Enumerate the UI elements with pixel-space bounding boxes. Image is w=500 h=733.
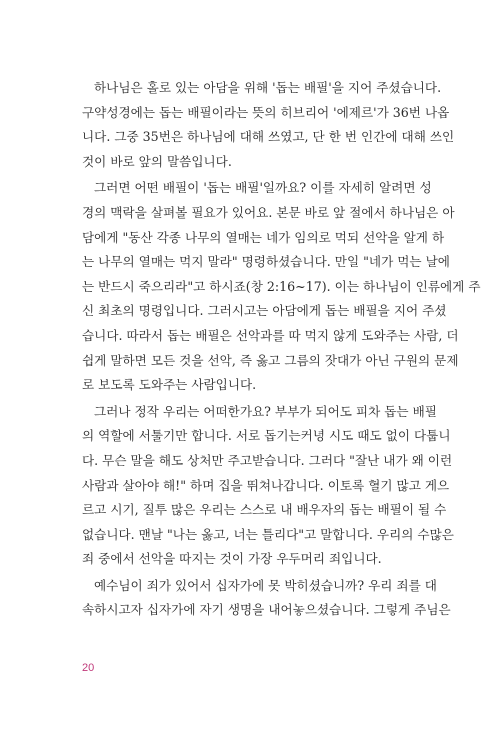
text-line: 없습니다. 맨날 "나는 옳고, 너는 틀리다"고 말합니다. 우리의 수많은 [82,526,454,542]
text-line: 죄 중에서 선악을 따지는 것이 가장 우두머리 죄입니다. [82,551,382,567]
paragraph-2 [82,176,481,397]
text-line: 쉽게 말하면 모든 것을 선악, 즉 옳고 그름의 잣대가 아닌 구원의 문제 [82,352,459,368]
text-line: 의 역할에 서툴기만 합니다. 서로 돕기는커녕 시도 때도 없이 다툽니 [82,428,451,444]
text-line: 다. 무슨 말을 해도 상처만 주고받습니다. 그러다 "잘난 내가 왜 이런 [82,452,453,468]
page-number: 20 [82,662,95,674]
text-line: 하나님은 홀로 있는 아담을 위해 '돕는 배필'을 지어 주셨습니다. [94,80,442,95]
paragraph-4 [82,574,451,623]
body-text [82,76,481,625]
text-line: 습니다. 따라서 돕는 배필은 선악과를 따 먹지 않게 도와주는 사람, 더 [82,327,459,343]
text-line: 르고 시기, 질투 많은 우리는 스스로 내 배우자의 돕는 배필이 될 수 [82,502,447,518]
text-line: 사람과 살아야 해!" 하며 집을 뛰쳐나갑니다. 이토록 혈기 많고 게으 [82,477,450,493]
text-line: 는 반드시 죽으리라"고 하시죠(창 2:16~17). 이는 하나님이 인류에게 주 [82,278,481,294]
paragraph-1 [82,76,455,174]
text-line: 신 최초의 명령입니다. 그러시고는 아담에게 돕는 배필을 지어 주셨 [82,303,447,319]
text-line: 는 나무의 열매는 먹지 말라" 명령하셨습니다. 만일 "네가 먹는 날에 [82,254,450,270]
text-line: 그러나 정작 우리는 어떠한가요? 부부가 되어도 피차 돕는 배필 [94,403,437,419]
text-line: 속하시고자 십자가에 자기 생명을 내어놓으셨습니다. 그렇게 주님은 [82,602,451,618]
text-line: 니다. 그중 35번은 하나님에 대해 쓰였고, 단 한 번 인간에 대해 쓰인 [82,129,455,145]
text-line: 구약성경에는 돕는 배필이라는 뜻의 히브리어 '에제르'가 36번 나옵 [82,104,450,120]
text-line: 담에게 "동산 각종 나무의 열매는 네가 임의로 먹되 선악을 알게 하 [82,229,445,245]
text-line: 예수님이 죄가 있어서 십자가에 못 박히셨습니까? 우리 죄를 대 [94,577,437,593]
text-line: 경의 맥락을 살펴볼 필요가 있어요. 본문 바로 앞 절에서 하나님은 아 [82,204,455,220]
text-line: 로 보도록 도와주는 사람입니다. [82,377,257,393]
text-line: 그러면 어떤 배필이 '돕는 배필'일까요? 이를 자세히 알려면 성 [94,180,432,196]
paragraph-3 [82,400,454,572]
text-line: 것이 바로 앞의 말씀입니다. [82,153,232,169]
